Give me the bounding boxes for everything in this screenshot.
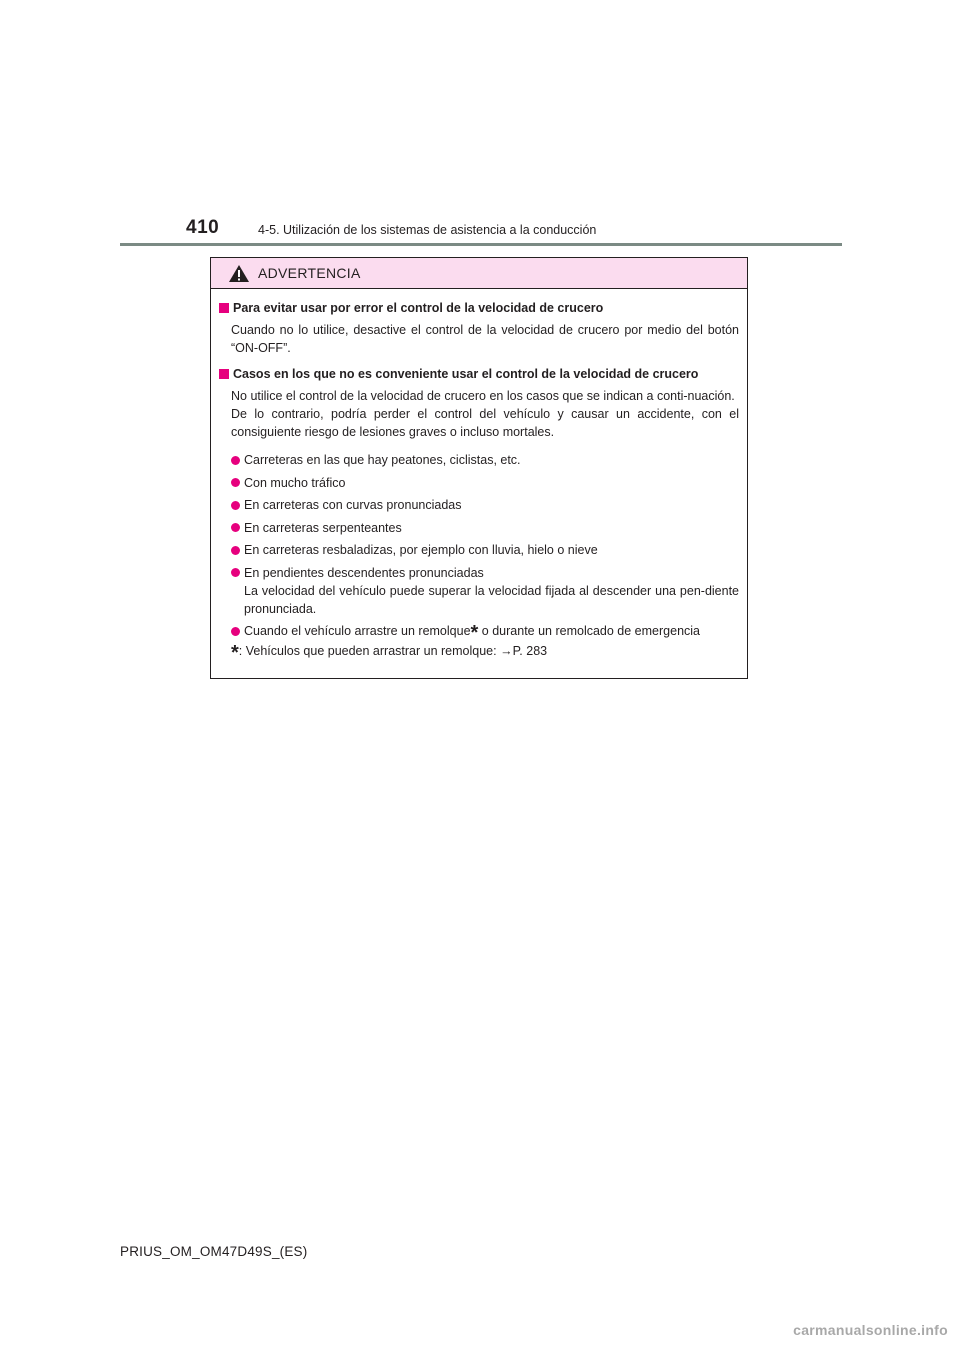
warning-title: ADVERTENCIA: [258, 265, 361, 281]
footnote: *: Vehículos que pueden arrastrar un remolque: →P. 283: [231, 641, 548, 664]
list-item-text: En pendientes descendentes pronunciadas: [244, 565, 484, 580]
list-item: En carreteras serpenteantes: [219, 519, 739, 537]
circle-bullet-icon: [231, 478, 240, 487]
warning-item-heading: Casos en los que no es conveniente usar el control de la velocidad de crucero: [219, 365, 739, 383]
warning-item-text: De lo contrario, podría perder el control del vehículo y causar un accidente, con el consiguiente riesgo de lesiones graves o incluso mortales.: [231, 407, 739, 439]
warning-triangle-icon: [228, 264, 250, 283]
list-item: Carreteras en las que hay peatones, ciclistas, etc.: [219, 451, 739, 469]
condition-list: [219, 451, 739, 664]
warning-body: [211, 289, 747, 664]
list-item-detail: La velocidad del vehículo puede superar la velocidad fijada al descender una pen-diente pronunciada.: [244, 583, 739, 616]
circle-bullet-icon: [231, 523, 240, 532]
footnote-star: *: [470, 622, 479, 644]
list-item: En carreteras resbaladizas, por ejemplo con lluvia, hielo o nieve: [219, 541, 739, 559]
square-bullet-icon: [219, 303, 229, 313]
footnote-star: *: [231, 641, 239, 664]
circle-bullet-icon: [231, 456, 240, 465]
warning-box: [210, 257, 748, 679]
header-divider: [120, 243, 842, 246]
circle-bullet-icon: [231, 501, 240, 510]
warning-item-text: No utilice el control de la velocidad de crucero en los casos que se indican a conti-nuación.: [231, 389, 735, 403]
list-item: Con mucho tráfico: [219, 474, 739, 492]
circle-bullet-icon: [231, 546, 240, 555]
list-item: Cuando el vehículo arrastre un remolque* o durante un remolcado de emergencia: [219, 622, 739, 640]
warning-item-heading: Para evitar usar por error el control de la velocidad de crucero: [219, 299, 739, 317]
circle-bullet-icon: [231, 568, 240, 577]
footer-document-code: PRIUS_OM_OM47D49S_(ES): [120, 1244, 308, 1259]
page-number: 410: [186, 217, 220, 238]
circle-bullet-icon: [231, 627, 240, 636]
warning-item-text: Cuando no lo utilice, desactive el control de la velocidad de crucero por medio del botón “ON-OFF”.: [231, 323, 739, 355]
list-item: En carreteras con curvas pronunciadas: [219, 496, 739, 514]
watermark-logo: carmanualsonline.info: [793, 1322, 948, 1338]
square-bullet-icon: [219, 369, 229, 379]
list-item: [219, 564, 739, 618]
warning-header: [211, 258, 747, 289]
section-title: 4-5. Utilización de los sistemas de asistencia a la conducción: [258, 223, 597, 237]
